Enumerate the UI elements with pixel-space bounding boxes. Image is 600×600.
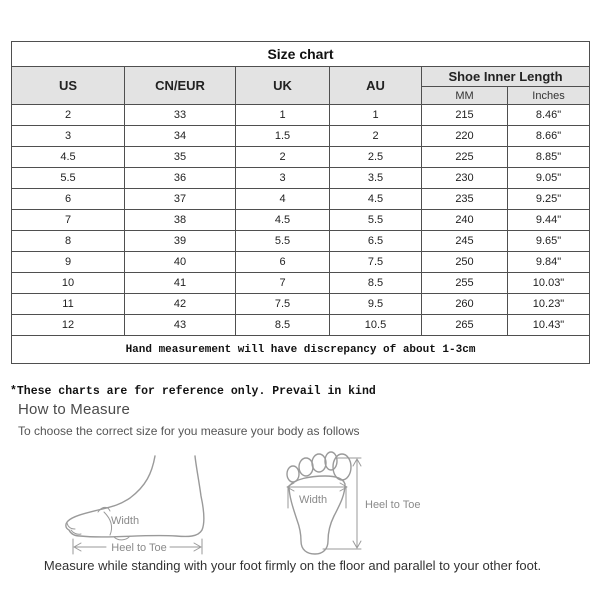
table-row — [12, 126, 590, 147]
top-view-width-label: Width — [298, 494, 328, 506]
table-cell: 5.5 — [330, 210, 422, 231]
table-cell: 7.5 — [236, 294, 330, 315]
table-cell: 230 — [422, 168, 508, 189]
table-row — [12, 210, 590, 231]
table-cell: 5.5 — [236, 231, 330, 252]
table-cell: 41 — [125, 273, 236, 294]
size-chart-table — [11, 41, 590, 364]
table-row — [12, 315, 590, 336]
how-to-measure-subtitle: To choose the correct size for you measure your body as follows — [18, 424, 360, 438]
table-cell: 9.44" — [508, 210, 590, 231]
table-cell: 36 — [125, 168, 236, 189]
column-header-shoe-inner-length: Shoe Inner Length — [422, 67, 590, 87]
measure-caption: Measure while standing with your foot firmly on the floor and parallel to your other foot. — [43, 558, 542, 573]
table-cell: 8.46" — [508, 105, 590, 126]
table-cell: 10.23" — [508, 294, 590, 315]
table-cell: 7.5 — [330, 252, 422, 273]
size-table-body — [12, 105, 590, 336]
table-cell: 240 — [422, 210, 508, 231]
how-to-measure-title: How to Measure — [18, 401, 131, 418]
table-row — [12, 168, 590, 189]
table-cell: 9.65" — [508, 231, 590, 252]
table-cell: 245 — [422, 231, 508, 252]
table-cell: 12 — [12, 315, 125, 336]
table-cell: 40 — [125, 252, 236, 273]
side-view-heel-to-toe-label: Heel to Toe — [111, 542, 167, 554]
table-row — [12, 105, 590, 126]
table-cell: 2.5 — [330, 147, 422, 168]
table-cell: 6 — [12, 189, 125, 210]
table-cell: 8.66" — [508, 126, 590, 147]
table-cell: 7 — [12, 210, 125, 231]
table-cell: 10.03" — [508, 273, 590, 294]
table-row — [12, 189, 590, 210]
table-cell: 37 — [125, 189, 236, 210]
table-cell: 10 — [12, 273, 125, 294]
column-header-au: AU — [330, 67, 422, 105]
table-cell: 225 — [422, 147, 508, 168]
table-cell: 38 — [125, 210, 236, 231]
table-cell: 42 — [125, 294, 236, 315]
column-header-us: US — [12, 67, 125, 105]
table-footnote: Hand measurement will have discrepancy of about 1-3cm — [12, 336, 590, 364]
table-row — [12, 231, 590, 252]
table-cell: 9.25" — [508, 189, 590, 210]
table-row — [12, 294, 590, 315]
table-cell: 35 — [125, 147, 236, 168]
table-title: Size chart — [12, 42, 590, 67]
table-cell: 10.5 — [330, 315, 422, 336]
table-cell: 3 — [236, 168, 330, 189]
table-cell: 2 — [330, 126, 422, 147]
table-cell: 6.5 — [330, 231, 422, 252]
top-view-heel-to-toe-label: Heel to Toe — [365, 499, 421, 511]
table-cell: 255 — [422, 273, 508, 294]
table-cell: 235 — [422, 189, 508, 210]
side-view-width-label: Width — [110, 515, 140, 527]
table-cell: 1.5 — [236, 126, 330, 147]
table-cell: 6 — [236, 252, 330, 273]
table-cell: 34 — [125, 126, 236, 147]
table-cell: 2 — [12, 105, 125, 126]
footprint-top-view-diagram — [285, 448, 455, 566]
column-header-mm: MM — [422, 87, 508, 105]
table-cell: 1 — [330, 105, 422, 126]
table-cell: 10.43" — [508, 315, 590, 336]
table-cell: 4.5 — [12, 147, 125, 168]
table-cell: 43 — [125, 315, 236, 336]
table-cell: 9.05" — [508, 168, 590, 189]
table-cell: 250 — [422, 252, 508, 273]
table-cell: 5.5 — [12, 168, 125, 189]
table-cell: 3 — [12, 126, 125, 147]
table-cell: 220 — [422, 126, 508, 147]
column-header-cn-eur: CN/EUR — [125, 67, 236, 105]
table-cell: 33 — [125, 105, 236, 126]
table-row — [12, 147, 590, 168]
table-cell: 2 — [236, 147, 330, 168]
table-cell: 9.84" — [508, 252, 590, 273]
table-cell: 215 — [422, 105, 508, 126]
table-cell: 260 — [422, 294, 508, 315]
table-cell: 4 — [236, 189, 330, 210]
table-cell: 7 — [236, 273, 330, 294]
table-cell: 3.5 — [330, 168, 422, 189]
table-cell: 11 — [12, 294, 125, 315]
table-cell: 8.85" — [508, 147, 590, 168]
table-cell: 9 — [12, 252, 125, 273]
reference-note: *These charts are for reference only. Prevail in kind — [10, 385, 376, 398]
table-cell: 265 — [422, 315, 508, 336]
column-header-inches: Inches — [508, 87, 590, 105]
table-cell: 4.5 — [236, 210, 330, 231]
table-cell: 39 — [125, 231, 236, 252]
table-row — [12, 273, 590, 294]
table-cell: 4.5 — [330, 189, 422, 210]
table-cell: 8 — [12, 231, 125, 252]
table-cell: 8.5 — [330, 273, 422, 294]
table-cell: 1 — [236, 105, 330, 126]
table-row — [12, 252, 590, 273]
column-header-uk: UK — [236, 67, 330, 105]
table-cell: 8.5 — [236, 315, 330, 336]
table-cell: 9.5 — [330, 294, 422, 315]
foot-side-view-diagram — [58, 448, 220, 562]
